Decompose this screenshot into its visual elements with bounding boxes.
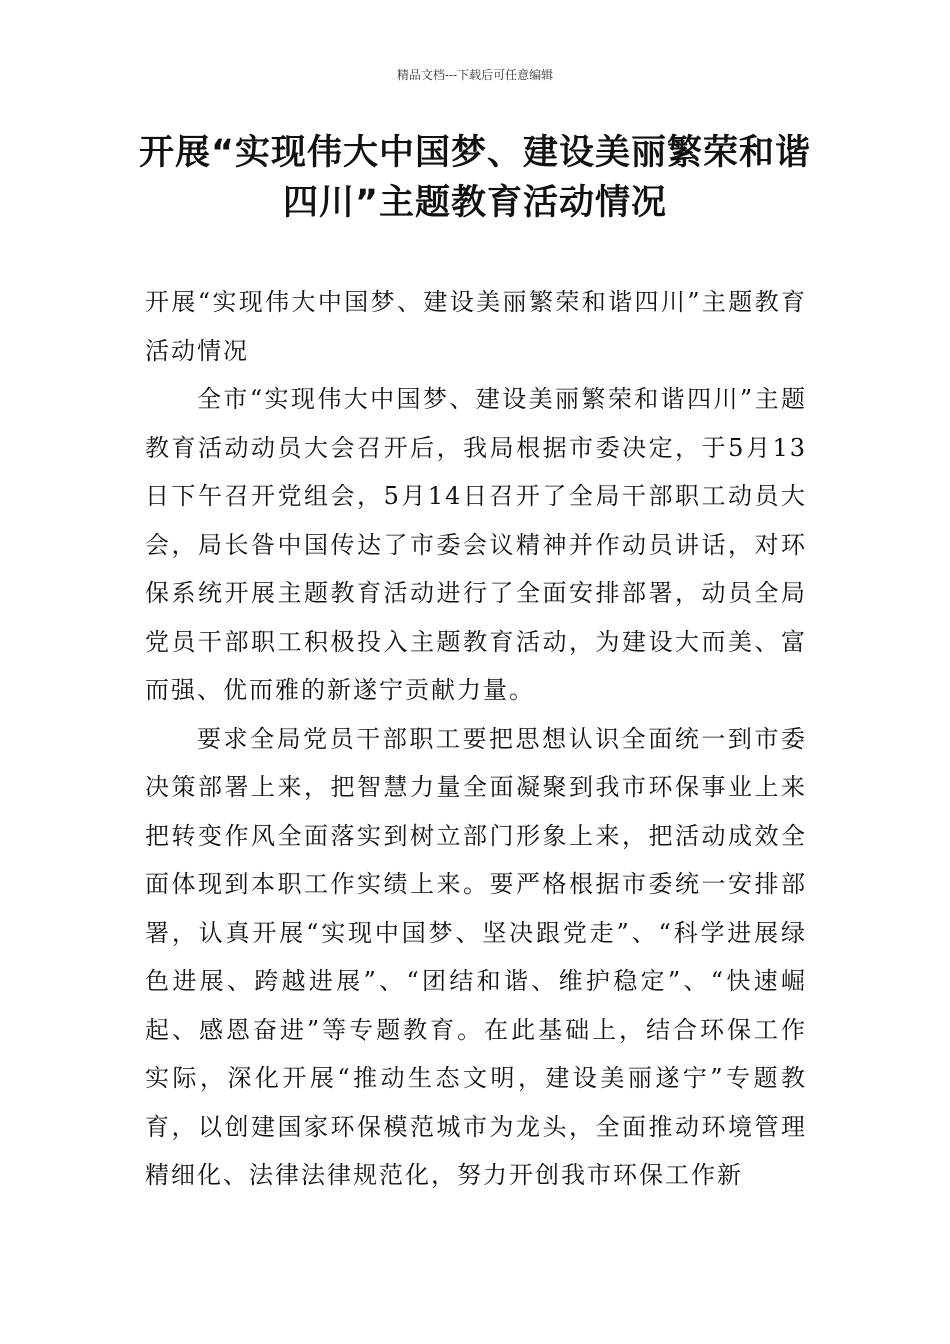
body-paragraph-subtitle: 开展“实现伟大中国梦、建设美丽繁荣和谐四川”主题教育活动情况 (145, 288, 807, 365)
body-paragraph: 要求全局党员干部职工要把思想认识全面统一到市委决策部署上来，把智慧力量全面凝聚到我市环保事业上来把转变作风全面落实到树立部门形象上来，把活动成效全面体现到本职工作实绩上来。要严格根据市委统一安排部署，认真开展“实现中国梦、坚决跟党走”、“科学进展绿色进展、跨越进展”、“团结和谐、维护稳定”、“快速崛起、感恩奋进”等专题教育。在此基础上，结合环保工作实际，深化开展“推动生态文明，建设美丽遂宁”专题教育，以创建国家环保模范城市为龙头，全面推动环境管理精细化、法律法律规范化，努力开创我市环保工作新 (145, 724, 807, 1189)
document-title: 开展“实现伟大中国梦、建设美丽繁荣和谐四川”主题教育活动情况 (138, 133, 811, 223)
document-body (145, 278, 807, 1200)
header-note: 精品文档---下载后可任意编辑 (396, 68, 554, 82)
body-paragraph: 全市“实现伟大中国梦、建设美丽繁荣和谐四川”主题教育活动动员大会召开后，我局根据市委决定，于5月13日下午召开党组会，5月14日召开了全局干部职工动员大会，局长昝中国传达了市委会议精神并作动员讲话，对环保系统开展主题教育活动进行了全面安排部署，动员全局党员干部职工积极投入主题教育活动，为建设大而美、富而强、优而雅的新遂宁贡献力量。 (145, 385, 807, 704)
